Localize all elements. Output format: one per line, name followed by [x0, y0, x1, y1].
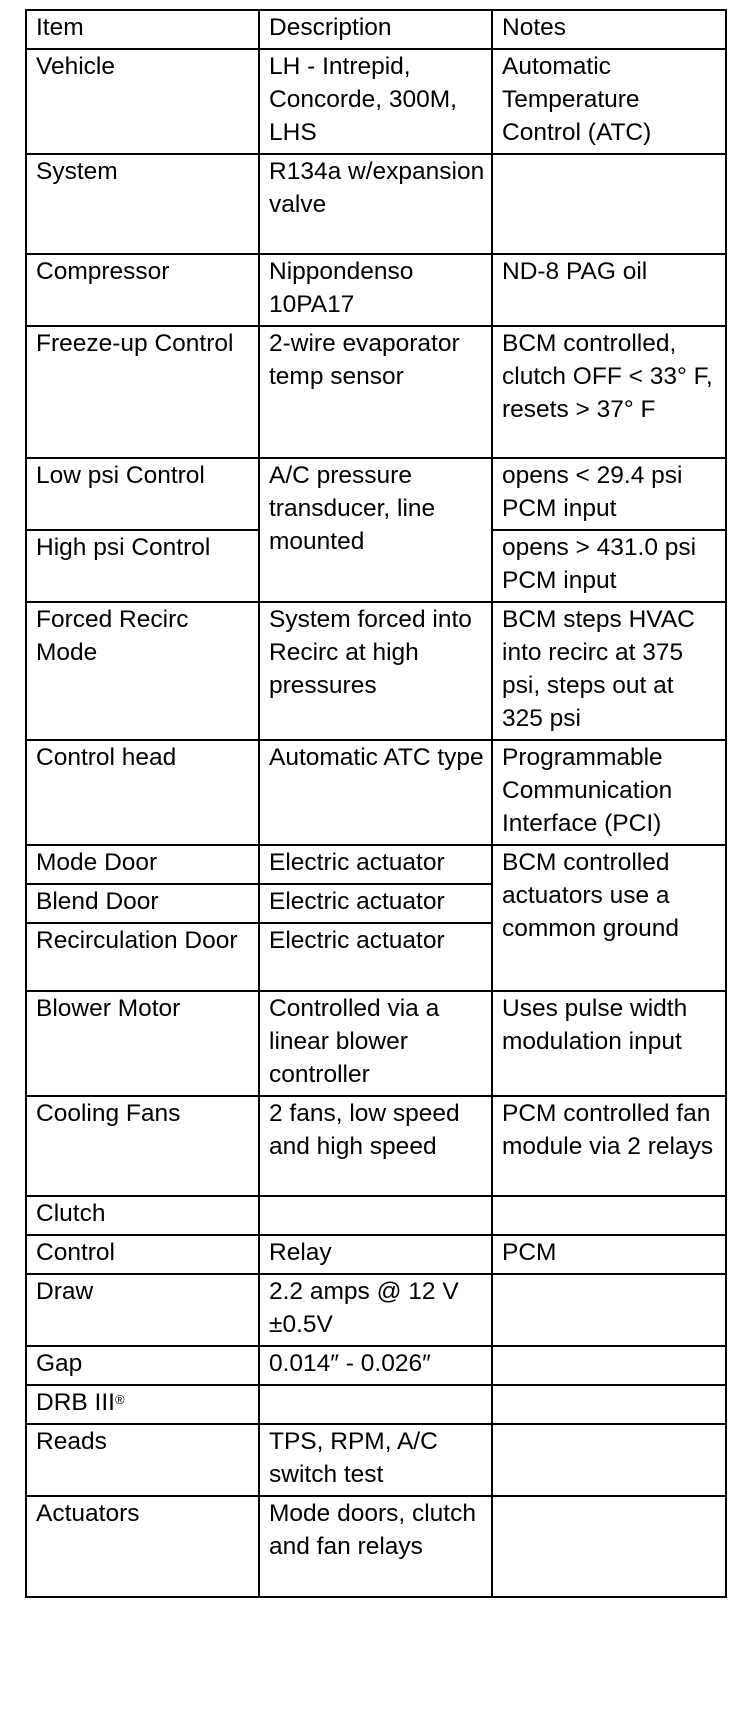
item-cell: Clutch — [26, 1196, 259, 1235]
item-cell: Reads — [26, 1424, 259, 1496]
notes-cell: Programmable Communication Interface (PCI) — [492, 740, 726, 845]
notes-cell — [492, 1346, 726, 1385]
description-cell: R134a w/expansion valve — [259, 154, 492, 254]
item-cell: Actuators — [26, 1496, 259, 1597]
description-cell: A/C pressure transducer, line mounted — [259, 458, 492, 602]
notes-cell: BCM controlled, clutch OFF < 33° F, resets > 37° F — [492, 326, 726, 458]
header-notes: Notes — [492, 10, 726, 49]
table-row — [26, 1424, 726, 1496]
description-cell — [259, 1385, 492, 1424]
table-row — [26, 1235, 726, 1274]
description-cell: Controlled via a linear blower controller — [259, 991, 492, 1096]
description-cell: 0.014″ - 0.026″ — [259, 1346, 492, 1385]
table-row — [26, 1274, 726, 1346]
notes-cell: Automatic Temperature Control (ATC) — [492, 49, 726, 154]
item-cell: System — [26, 154, 259, 254]
description-cell: System forced into Recirc at high pressures — [259, 602, 492, 740]
item-cell: High psi Control — [26, 530, 259, 602]
item-cell: Draw — [26, 1274, 259, 1346]
description-cell: Mode doors, clutch and fan relays — [259, 1496, 492, 1597]
item-cell: Gap — [26, 1346, 259, 1385]
description-cell: 2 fans, low speed and high speed — [259, 1096, 492, 1196]
table-row — [26, 740, 726, 845]
notes-cell — [492, 154, 726, 254]
header-description: Description — [259, 10, 492, 49]
description-cell: Electric actuator — [259, 923, 492, 991]
description-cell: 2.2 amps @ 12 V ±0.5V — [259, 1274, 492, 1346]
description-cell: Electric actuator — [259, 884, 492, 923]
item-cell: Mode Door — [26, 845, 259, 884]
item-cell: Freeze-up Control — [26, 326, 259, 458]
description-cell: 2-wire evaporator temp sensor — [259, 326, 492, 458]
notes-cell: PCM — [492, 1235, 726, 1274]
item-cell: Control head — [26, 740, 259, 845]
description-cell: TPS, RPM, A/C switch test — [259, 1424, 492, 1496]
table-row — [26, 1496, 726, 1597]
table-row — [26, 458, 726, 530]
item-cell: Blower Motor — [26, 991, 259, 1096]
description-cell: Relay — [259, 1235, 492, 1274]
table-row — [26, 1346, 726, 1385]
description-cell: Electric actuator — [259, 845, 492, 884]
description-cell: LH - Intrepid, Concorde, 300M, LHS — [259, 49, 492, 154]
table-row — [26, 326, 726, 458]
table-row — [26, 602, 726, 740]
item-cell: Blend Door — [26, 884, 259, 923]
notes-cell — [492, 1196, 726, 1235]
table-row — [26, 1196, 726, 1235]
notes-cell: PCM controlled fan module via 2 relays — [492, 1096, 726, 1196]
table-row — [26, 154, 726, 254]
table-row — [26, 1096, 726, 1196]
item-cell: Compressor — [26, 254, 259, 326]
notes-cell: BCM steps HVAC into recirc at 375 psi, steps out at 325 psi — [492, 602, 726, 740]
notes-cell — [492, 1424, 726, 1496]
description-cell: Nippondenso 10PA17 — [259, 254, 492, 326]
registered-mark: ® — [114, 1392, 125, 1407]
item-cell: Control — [26, 1235, 259, 1274]
notes-cell — [492, 1496, 726, 1597]
item-cell: Vehicle — [26, 49, 259, 154]
item-cell: Recirculation Door — [26, 923, 259, 991]
item-cell: Cooling Fans — [26, 1096, 259, 1196]
notes-cell — [492, 1274, 726, 1346]
notes-cell: ND-8 PAG oil — [492, 254, 726, 326]
description-cell: Automatic ATC type — [259, 740, 492, 845]
item-cell — [26, 1385, 259, 1424]
notes-cell: opens < 29.4 psi PCM input — [492, 458, 726, 530]
table-row — [26, 49, 726, 154]
description-cell — [259, 1196, 492, 1235]
table-row — [26, 1385, 726, 1424]
notes-cell: opens > 431.0 psi PCM input — [492, 530, 726, 602]
notes-cell: Uses pulse width modulation input — [492, 991, 726, 1096]
item-cell: Forced Recirc Mode — [26, 602, 259, 740]
spec-table — [25, 9, 727, 1598]
table-row — [26, 254, 726, 326]
table-row — [26, 845, 726, 884]
header-item: Item — [26, 10, 259, 49]
notes-cell — [492, 1385, 726, 1424]
table-row — [26, 991, 726, 1096]
item-cell: Low psi Control — [26, 458, 259, 530]
header-row — [26, 10, 726, 49]
notes-cell: BCM controlled actuators use a common ground — [492, 845, 726, 991]
item-text: DRB III — [36, 1389, 115, 1416]
